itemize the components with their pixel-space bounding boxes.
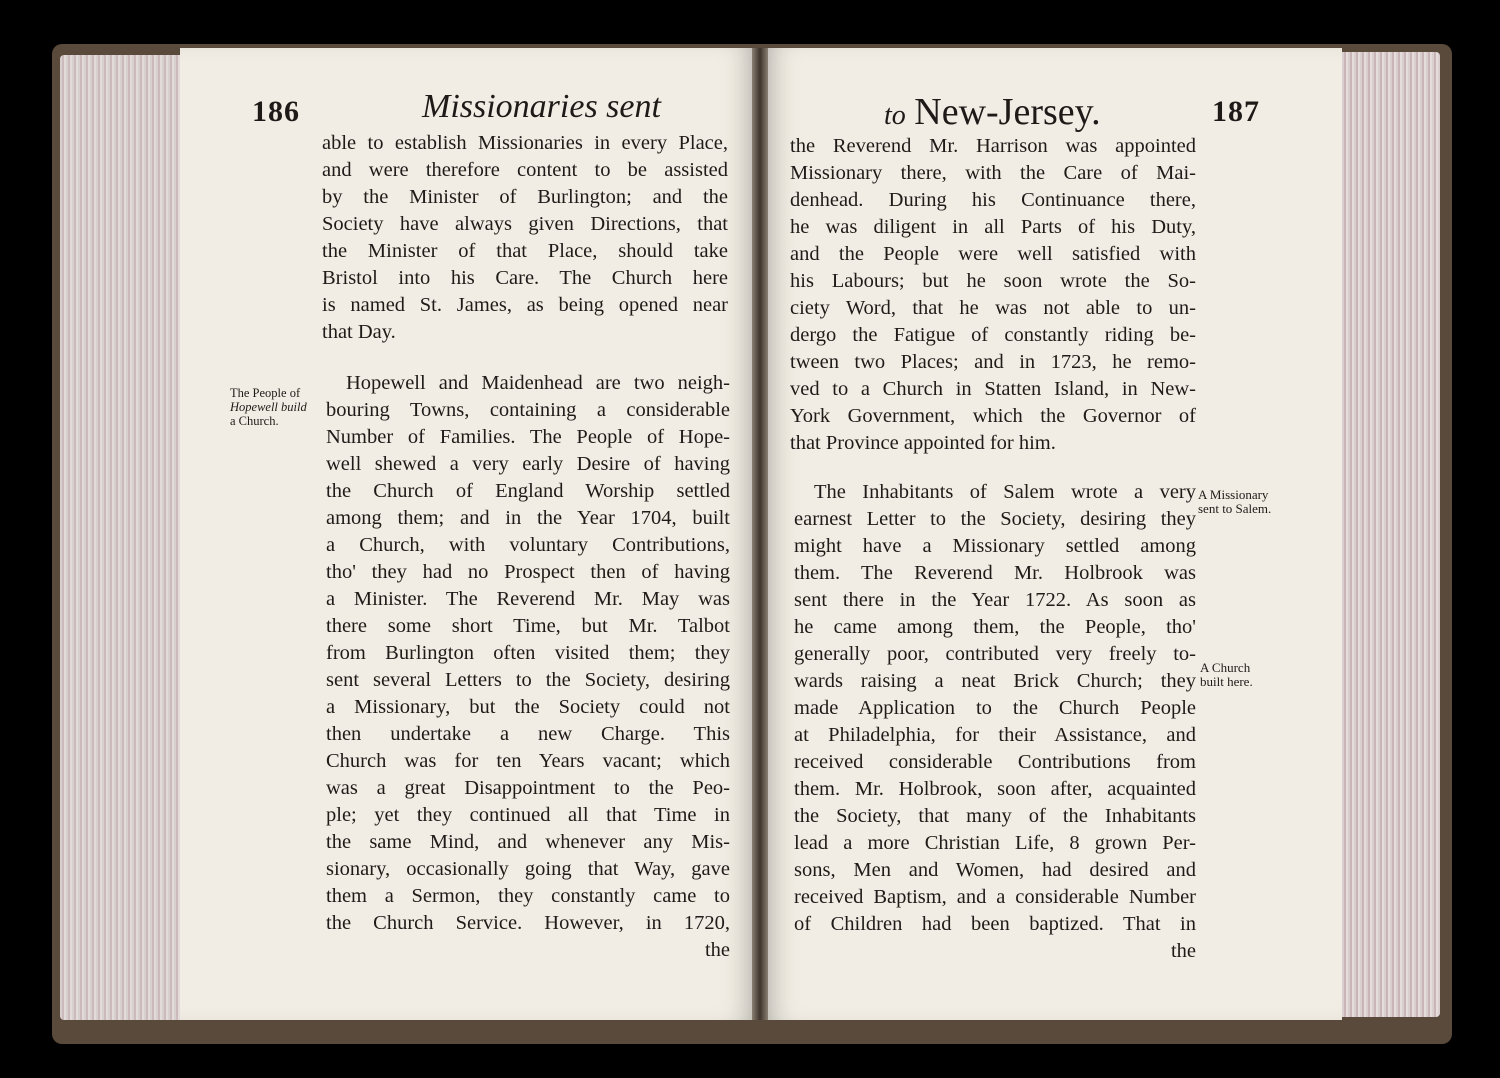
- text-line: sent there in the Year 1722. As soon as: [794, 589, 1196, 611]
- text-line: able to establish Missionaries in every Place,: [322, 132, 728, 154]
- text-line: the Reverend Mr. Harrison was appointed: [790, 135, 1196, 157]
- text-line: sionary, occasionally going that Way, gave: [326, 858, 730, 880]
- right-margin-note-1: A Missionary sent to Salem.: [1198, 487, 1272, 516]
- text-line: the Church of England Worship settled: [326, 480, 730, 502]
- text-line: Number of Families. The People of Hope-: [326, 426, 730, 448]
- text-line: that Day.: [322, 321, 396, 343]
- text-line: tho' they had no Prospect then of having: [326, 561, 730, 583]
- text-line: received Baptism, and a considerable Number: [794, 886, 1196, 908]
- text-line: them. Mr. Holbrook, soon after, acquainted: [794, 778, 1196, 800]
- text-line: Hopewell and Maidenhead are two neigh-: [346, 372, 730, 394]
- text-line: ved to a Church in Statten Island, in New-: [790, 378, 1196, 400]
- text-line: he came among them, the People, tho': [794, 616, 1196, 638]
- text-line: the Minister of that Place, should take: [322, 240, 728, 262]
- text-line: the Society, that many of the Inhabitants: [794, 805, 1196, 827]
- text-line: them. The Reverend Mr. Holbrook was: [794, 562, 1196, 584]
- text-line: by the Minister of Burlington; and the: [322, 186, 728, 208]
- left-paragraph-1: [322, 130, 728, 346]
- text-line: ple; yet they continued all that Time in: [326, 804, 730, 826]
- right-running-head: to New-Jersey.: [884, 91, 1101, 133]
- left-margin-note: The People of Hopewell build a Church.: [230, 386, 307, 428]
- text-line: of Children had been baptized. That in: [794, 913, 1196, 935]
- text-line: among them; and in the Year 1704, built: [326, 507, 730, 529]
- text-line: from Burlington often visited them; they: [326, 642, 730, 664]
- right-page-edges: [1330, 52, 1440, 1017]
- text-line: a Minister. The Reverend Mr. May was: [326, 588, 730, 610]
- text-line: wards raising a neat Brick Church; they: [794, 670, 1196, 692]
- text-line: them a Sermon, they constantly came to: [326, 885, 730, 907]
- text-line: well shewed a very early Desire of having: [326, 453, 730, 475]
- text-line: denhead. During his Continuance there,: [790, 189, 1196, 211]
- text-line: at Philadelphia, for their Assistance, and: [794, 724, 1196, 746]
- text-line: the same Mind, and whenever any Mis-: [326, 831, 730, 853]
- text-line: sent several Letters to the Society, desiring: [326, 669, 730, 691]
- catchword: the: [704, 939, 730, 961]
- text-line: York Government, which the Governor of: [790, 405, 1196, 427]
- text-line: the Church Service. However, in 1720,: [326, 912, 730, 934]
- right-margin-note-2: A Church built here.: [1200, 660, 1253, 689]
- text-line: generally poor, contributed very freely to-: [794, 643, 1196, 665]
- text-line: and were therefore content to be assisted: [322, 159, 728, 181]
- text-line: then undertake a new Charge. This: [326, 723, 730, 745]
- text-line: might have a Missionary settled among: [794, 535, 1196, 557]
- text-line: bouring Towns, containing a considerable: [326, 399, 730, 421]
- text-line: received considerable Contributions from: [794, 751, 1196, 773]
- right-paragraph-1: [790, 133, 1196, 457]
- text-line: lead a more Christian Life, 8 grown Per-: [794, 832, 1196, 854]
- text-line: earnest Letter to the Society, desiring they: [794, 508, 1196, 530]
- text-line: ciety Word, that he was not able to un-: [790, 297, 1196, 319]
- text-line: tween two Places; and in 1723, he remo-: [790, 351, 1196, 373]
- text-line: and the People were well satisfied with: [790, 243, 1196, 265]
- text-line: he was diligent in all Parts of his Duty,: [790, 216, 1196, 238]
- text-line: dergo the Fatigue of constantly riding be-: [790, 324, 1196, 346]
- text-line: Church was for ten Years vacant; which: [326, 750, 730, 772]
- right-page-number: 187: [1212, 95, 1260, 128]
- text-line: The Inhabitants of Salem wrote a very: [814, 481, 1196, 503]
- book-gutter: [752, 48, 768, 1020]
- text-line: there some short Time, but Mr. Talbot: [326, 615, 730, 637]
- text-line: that Province appointed for him.: [790, 432, 1056, 454]
- text-line: a Missionary, but the Society could not: [326, 696, 730, 718]
- text-line: Society have always given Directions, that: [322, 213, 728, 235]
- left-paragraph-2: [326, 370, 730, 964]
- left-running-head: Missionaries sent: [422, 88, 661, 125]
- left-page-edges: [60, 55, 185, 1020]
- catchword: the: [1170, 940, 1196, 962]
- right-paragraph-2: [794, 479, 1196, 965]
- text-line: made Application to the Church People: [794, 697, 1196, 719]
- text-line: a Church, with voluntary Contributions,: [326, 534, 730, 556]
- text-line: his Labours; but he soon wrote the So-: [790, 270, 1196, 292]
- text-line: was a great Disappointment to the Peo-: [326, 777, 730, 799]
- text-line: sons, Men and Women, had desired and: [794, 859, 1196, 881]
- text-line: Bristol into his Care. The Church here: [322, 267, 728, 289]
- left-page-number: 186: [252, 95, 300, 128]
- text-line: is named St. James, as being opened near: [322, 294, 728, 316]
- text-line: Missionary there, with the Care of Mai-: [790, 162, 1196, 184]
